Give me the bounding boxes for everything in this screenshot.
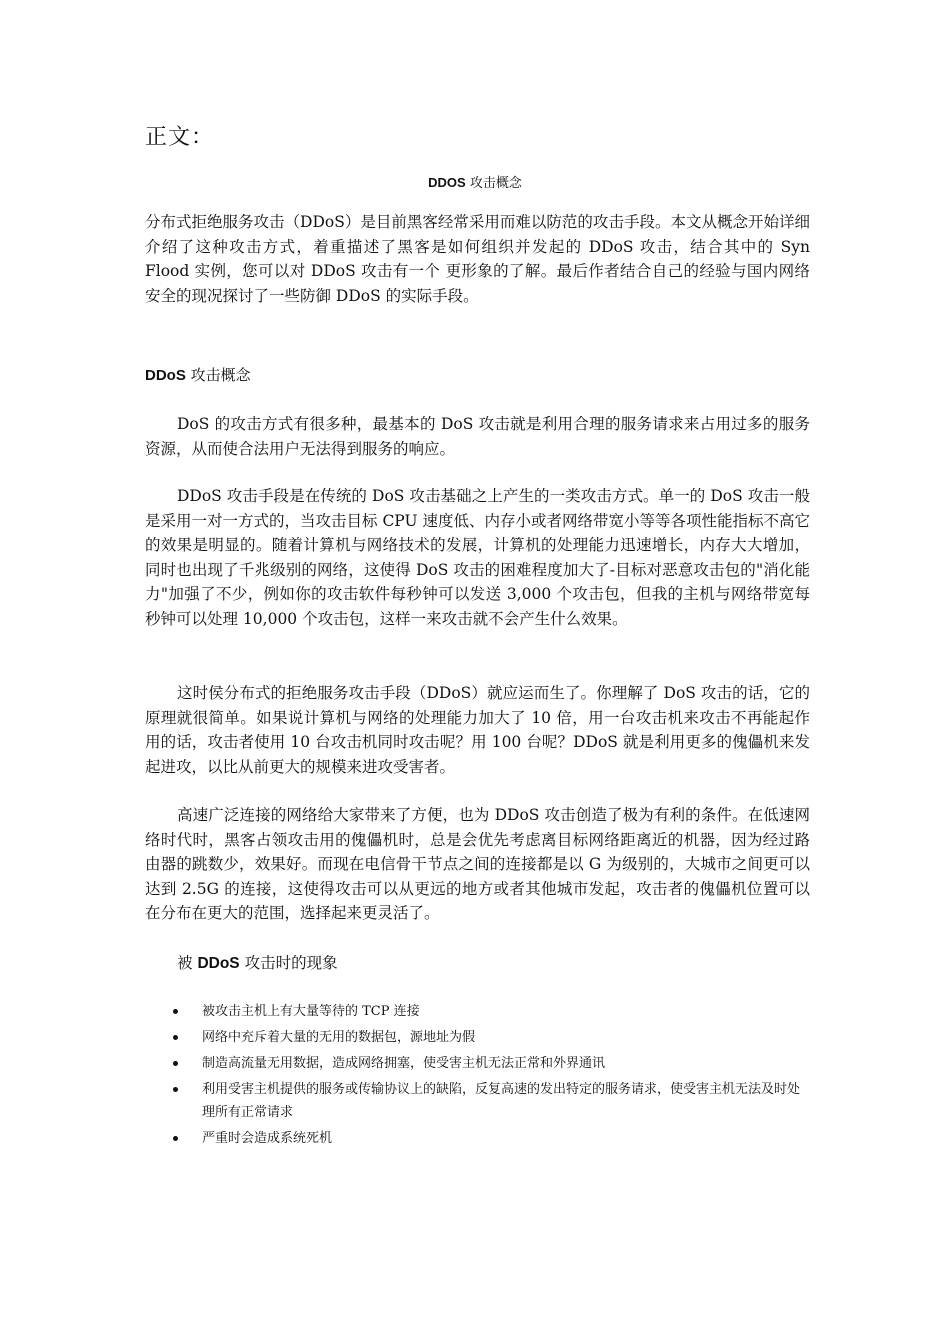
bullet-icon — [173, 1061, 178, 1066]
subsection-heading-latin: DDoS — [197, 955, 240, 972]
paragraph-network: 高速广泛连接的网络给大家带来了方便，也为 DDoS 攻击创造了极为有利的条件。在低速网络时代时，黑客占领攻击用的傀儡机时，总是会优先考虑离目标网络距离近的机器，因为经过路由器的跳数少，效果好。而现在电信骨干节点之间的连接都是以 G 为级别的，大城市之间更可以达到 2.5G 的连接，这使得攻击可以从更远的地方或者其他城市发起，攻击者的傀儡机位置可以在分布在更大的范围，选择起来更灵活了。 — [145, 806, 810, 922]
article-title-latin: DDOS — [428, 175, 466, 190]
section-heading-rest: 攻击概念 — [185, 366, 251, 384]
page-heading: 正文： — [145, 125, 215, 150]
list-item-text: 制造高流量无用数据，造成网络拥塞，使受害主机无法正常和外界通讯 — [202, 1056, 606, 1071]
subsection-heading-prefix: 被 — [177, 954, 198, 972]
symptom-list — [145, 1000, 810, 1153]
section-heading — [145, 364, 251, 385]
list-item — [145, 1127, 810, 1150]
paragraph-ddos-origin: 这时侯分布式的拒绝服务攻击手段（DDoS）就应运而生了。你理解了 DoS 攻击的话，它的原理就很简单。如果说计算机与网络的处理能力加大了 10 倍，用一台攻击机来攻击不再能起作用的话，攻击者使用 10 台攻击机同时攻击呢？用 100 台呢？DDoS 就是利用更多的傀儡机来发起进攻，以比从前更大的规模来进攻受害者。 — [145, 684, 810, 776]
article-title — [0, 172, 950, 191]
paragraph-ddos-method: DDoS 攻击手段是在传统的 DoS 攻击基础之上产生的一类攻击方式。单一的 DoS 攻击一般是采用一对一方式的，当攻击目标 CPU 速度低、内存小或者网络带宽小等等各项性能指标不高它的效果是明显的。随着计算机与网络技术的发展，计算机的处理能力迅速增长，内存大大增加，同时也出现了千兆级别的网络，这使得 DoS 攻击的困难程度加大了-目标对恶意攻击包的"消化能力"加强了不少，例如你的攻击软件每秒钟可以发送 3,000 个攻击包，但我的主机与网络带宽每秒钟可以处理 10,000 个攻击包，这样一来攻击就不会产生什么效果。 — [145, 487, 810, 628]
list-item-text: 被攻击主机上有大量等待的 TCP 连接 — [202, 1004, 420, 1019]
list-item-text: 严重时会造成系统死机 — [202, 1131, 333, 1146]
list-item-text: 网络中充斥着大量的无用的数据包，源地址为假 — [202, 1030, 476, 1045]
list-item — [145, 1026, 810, 1049]
bullet-icon — [173, 1009, 178, 1014]
intro-paragraph: 分布式拒绝服务攻击（DDoS）是目前黑客经常采用而难以防范的攻击手段。本文从概念开始详细介绍了这种攻击方式，着重描述了黑客是如何组织并发起的 DDoS 攻击，结合其中的 Syn Flood 实例，您可以对 DDoS 攻击有一个 更形象的了解。最后作者结合自己的经验与国内网络安全的现况探讨了一些防御 DDoS 的实际手段。 — [145, 213, 810, 305]
article-title-rest: 攻击概念 — [465, 176, 522, 191]
subsection-heading — [177, 951, 338, 973]
bullet-icon — [173, 1087, 178, 1092]
subsection-heading-rest: 攻击时的现象 — [239, 954, 338, 972]
list-item — [145, 1078, 810, 1124]
bullet-icon — [173, 1136, 178, 1141]
list-item — [145, 1000, 810, 1023]
bullet-icon — [173, 1035, 178, 1040]
section-heading-latin: DDoS — [145, 367, 186, 384]
list-item — [145, 1052, 810, 1075]
paragraph-dos: DoS 的攻击方式有很多种，最基本的 DoS 攻击就是利用合理的服务请求来占用过多的服务资源，从而使合法用户无法得到服务的响应。 — [145, 415, 810, 458]
list-item-text: 利用受害主机提供的服务或传输协议上的缺陷，反复高速的发出特定的服务请求，使受害主机无法及时处理所有正常请求 — [202, 1082, 801, 1120]
